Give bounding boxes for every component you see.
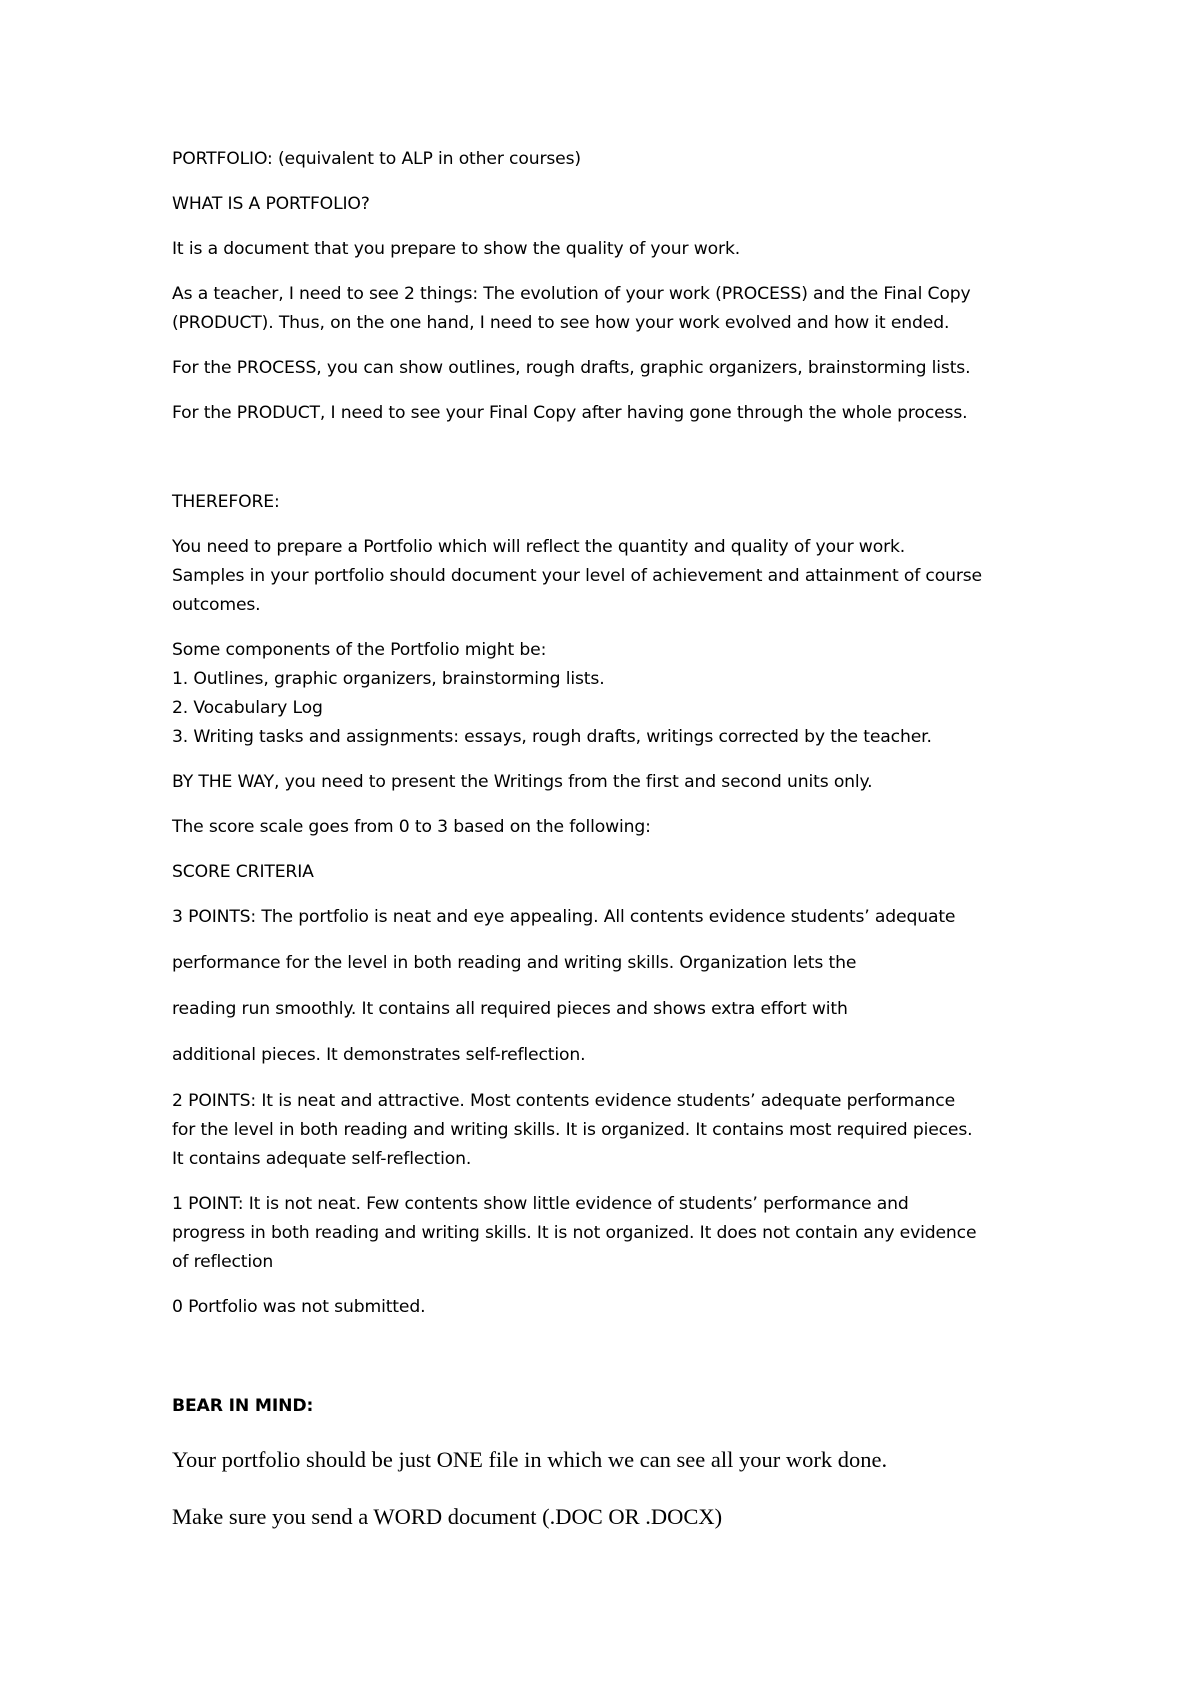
teacher-needs-paragraph [172, 280, 1052, 338]
teacher-needs-line-1: As a teacher, I need to see 2 things: The evolution of your work (PROCESS) and the Final Copy [172, 284, 971, 304]
product-paragraph: For the PRODUCT, I need to see your Final Copy after having gone through the whole process. [172, 403, 968, 423]
two-points-line-2: for the level in both reading and writing skills. It is organized. It contains most required pieces. [172, 1120, 973, 1140]
word-document-instruction: Make sure you send a WORD document (.DOC OR .DOCX) [172, 1504, 723, 1529]
three-points-line-2: performance for the level in both reading and writing skills. Organization lets the [172, 953, 857, 973]
one-point-paragraph [172, 1190, 1052, 1277]
one-point-line-2: progress in both reading and writing skills. It is not organized. It does not contain any evidence [172, 1223, 977, 1243]
score-criteria-heading: SCORE CRITERIA [172, 862, 314, 882]
portfolio-definition: It is a document that you prepare to show the quality of your work. [172, 239, 741, 259]
therefore-heading: THEREFORE: [172, 492, 280, 512]
one-point-line-1: 1 POINT: It is not neat. Few contents show little evidence of students’ performance and [172, 1194, 909, 1214]
prepare-line-1: You need to prepare a Portfolio which will reflect the quantity and quality of your work. [172, 537, 906, 557]
portfolio-heading: PORTFOLIO: (equivalent to ALP in other courses) [172, 149, 581, 169]
component-item-2: 2. Vocabulary Log [172, 698, 323, 718]
paragraph-spacer [172, 444, 1052, 488]
teacher-needs-line-2: (PRODUCT). Thus, on the one hand, I need to see how your work evolved and how it ended. [172, 313, 950, 333]
document-content [172, 145, 1052, 1559]
prepare-line-2: Samples in your portfolio should document your level of achievement and attainment of course [172, 566, 982, 586]
component-item-3: 3. Writing tasks and assignments: essays, rough drafts, writings corrected by the teacher. [172, 727, 932, 747]
two-points-paragraph [172, 1087, 1052, 1174]
prepare-paragraph [172, 533, 1052, 620]
three-points-line-4: additional pieces. It demonstrates self-reflection. [172, 1045, 586, 1065]
components-intro: Some components of the Portfolio might be: [172, 640, 547, 660]
by-the-way-note: BY THE WAY, you need to present the Writings from the first and second units only. [172, 772, 873, 792]
components-list [172, 636, 1052, 752]
bear-in-mind-heading: BEAR IN MIND: [172, 1396, 314, 1416]
prepare-line-3: outcomes. [172, 595, 261, 615]
portfolio-question: WHAT IS A PORTFOLIO? [172, 194, 370, 214]
process-paragraph: For the PROCESS, you can show outlines, rough drafts, graphic organizers, brainstorming lists. [172, 358, 971, 378]
two-points-line-1: 2 POINTS: It is neat and attractive. Most contents evidence students’ adequate performance [172, 1091, 955, 1111]
component-item-1: 1. Outlines, graphic organizers, brainstorming lists. [172, 669, 605, 689]
score-scale-text: The score scale goes from 0 to 3 based on the following: [172, 817, 651, 837]
zero-points-text: 0 Portfolio was not submitted. [172, 1297, 426, 1317]
one-file-instruction: Your portfolio should be just ONE file in which we can see all your work done. [172, 1447, 888, 1472]
two-points-line-3: It contains adequate self-reflection. [172, 1149, 472, 1169]
one-point-line-3: of reflection [172, 1252, 274, 1272]
three-points-line-3: reading run smoothly. It contains all required pieces and shows extra effort with [172, 999, 848, 1019]
three-points-line-1: 3 POINTS: The portfolio is neat and eye appealing. All contents evidence students’ adequate [172, 907, 956, 927]
